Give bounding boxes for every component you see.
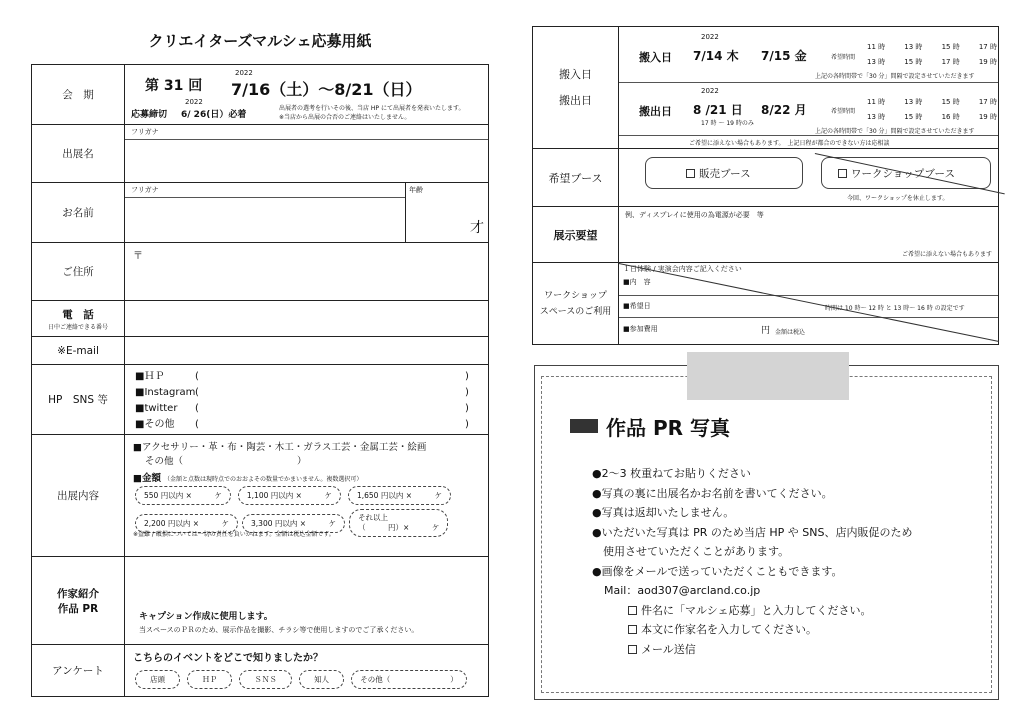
exhibitor-furigana: フリガナ [131, 128, 159, 136]
intro-label-2: 作品 PR [57, 602, 99, 615]
display-label: 展示要望 [533, 207, 619, 263]
pr-item: ●画像をメールで送っていただくこともできます。 [592, 564, 843, 578]
phone-label: 電 話 [62, 308, 94, 321]
round-number: 第 31 回 [145, 78, 203, 94]
out-date-2[interactable]: 8/22 月 [761, 103, 807, 117]
price-label: ■金額 [133, 473, 161, 484]
price-note: （金額と点数は現時点でのおおよその数量でかまいません。複数選択可） [164, 476, 363, 483]
workshop-fee[interactable]: ■参加費用 [623, 325, 658, 333]
phone-sub: 日中ご連絡できる番号 [47, 323, 108, 331]
paren-open: ( [195, 371, 199, 382]
phone-field[interactable] [125, 301, 489, 337]
period-cell [125, 65, 489, 125]
content-label: 出展内容 [32, 435, 125, 557]
out-date-1[interactable]: 8 /21 日 [693, 103, 743, 117]
period-note-2: ※当店から出展の合否のご連絡はいたしません。 [279, 114, 411, 121]
in-date-1[interactable]: 7/14 木 [693, 49, 739, 63]
photo-tab [687, 352, 849, 400]
schedule-label-cell [533, 27, 619, 149]
booth-workshop-label: ワークショップブース [851, 168, 955, 180]
intro-label-1: 作家紹介 [57, 587, 99, 600]
sns-hp[interactable]: ■ＨＰ [135, 371, 165, 382]
period-label: 会 期 [32, 65, 125, 125]
intro-label-cell [32, 557, 125, 645]
display-note: ご希望に添えない場合もあります [901, 251, 992, 258]
survey-label: アンケート [32, 645, 125, 697]
schedule-form [532, 26, 999, 345]
schedule-cell [619, 27, 999, 149]
step-checkbox [628, 625, 637, 634]
workshop-label-2: スペースのご利用 [539, 306, 612, 317]
over-label: それ以上 [358, 513, 389, 522]
booth-cell [619, 149, 999, 207]
intro-field[interactable] [125, 557, 489, 645]
step-checkbox [628, 645, 637, 654]
address-field[interactable] [125, 243, 489, 301]
survey-option[interactable]: その他（ ） [351, 670, 467, 689]
price-option[interactable]: 1,100 円以内 × ケ [238, 486, 341, 505]
name-furigana: フリガナ [131, 186, 159, 194]
out-year: 2022 [701, 87, 719, 95]
age-unit: 才 [470, 220, 484, 236]
display-example: 例、ディスプレイに使用の為電源が必要 等 [625, 211, 764, 219]
name-label: お名前 [32, 183, 125, 243]
booth-note: 今回、ワークショップを休止します。 [847, 195, 949, 202]
sns-other[interactable]: ■その他 [135, 419, 175, 430]
phone-label-cell [32, 301, 125, 337]
survey-option[interactable]: 知人 [299, 670, 344, 689]
step-checkbox [628, 606, 637, 615]
in-interval-note: 上記の各時間帯で「30 分」間隔で設定させていただきます [815, 73, 975, 80]
in-times-top: 11 時 13 時 15 時 17 時 [867, 43, 997, 51]
price-option[interactable]: 3,300 円以内 × ケ [242, 514, 345, 533]
out-times-bottom: 13 時 15 時 16 時 19 時 [867, 113, 997, 121]
age-label: 年齢 [409, 186, 423, 194]
paren-open: ( [195, 419, 199, 430]
exhibitor-name-label: 出展名 [32, 125, 125, 183]
paren-close: ) [465, 371, 469, 382]
paren-open: ( [195, 403, 199, 414]
schedule-bottom-note: ご希望に添えない場合もあります。 上記日程が都合のできない方は応相談 [689, 140, 890, 147]
out-time: 17 時 ～ 19 時のみ [701, 120, 754, 127]
content-footnote: ※盗難 / 破損については一切の責任を負いかねます。金額は税込金額です。 [133, 531, 335, 538]
out-times-top: 11 時 13 時 15 時 17 時 [867, 98, 997, 106]
survey-cell [125, 645, 489, 697]
content-cell [125, 435, 489, 557]
pr-instructions [592, 464, 912, 659]
pr-item: ●いただいた写真は PR のため当店 HP や SNS、店内販促のため [592, 525, 913, 539]
deadline-year: 2022 [185, 98, 203, 106]
booth-workshop-checkbox[interactable] [838, 169, 847, 178]
sns-label: HP SNS 等 [32, 365, 125, 435]
schedule-label-2: 搬出日 [559, 93, 592, 107]
period-year: 2022 [235, 69, 253, 77]
paren-close: ) [465, 387, 469, 398]
deadline-date: 6/ 26(日）必着 [181, 110, 247, 120]
survey-option[interactable]: ＳＮＳ [239, 670, 292, 689]
booth-label: 希望ブース [533, 149, 619, 207]
out-interval-note: 上記の各時間帯で「30 分」間隔で設定させていただきます [815, 128, 975, 135]
email-field[interactable] [125, 337, 489, 365]
workshop-date[interactable]: ■希望日 [623, 302, 651, 310]
square-icon [570, 419, 598, 433]
sns-twitter[interactable]: ■twitter [135, 403, 178, 414]
pr-item: ●写真は返却いたしません。 [592, 506, 735, 519]
pr-item: 使用させていただくことがあります。 [592, 545, 790, 558]
booth-sales-label: 販売ブース [699, 168, 751, 180]
in-year: 2022 [701, 33, 719, 41]
paren-close: ) [465, 419, 469, 430]
pr-step: 件名に「マルシェ応募」と入力してください。 [641, 603, 872, 617]
in-label: 搬入日 [639, 51, 672, 64]
address-label: ご住所 [32, 243, 125, 301]
workshop-label-cell [533, 263, 619, 345]
caption-text: キャプション作成に使用します。 [139, 612, 273, 622]
content-categories[interactable]: ■アクセサリー・革・布・陶芸・木工・ガラス工芸・金属工芸・絵画 [133, 442, 427, 453]
caption-note: 当スペースのＰＲのため、展示作品を撮影、チラシ等で使用しますのでご了承ください。 [139, 626, 419, 634]
survey-option[interactable]: 店頭 [135, 670, 180, 689]
in-date-2[interactable]: 7/15 金 [761, 49, 807, 63]
sns-cell [125, 365, 489, 435]
workshop-label-1: ワークショップ [544, 290, 607, 301]
price-option[interactable]: 2,200 円以内 × ケ [135, 514, 238, 533]
in-time-label: 希望時間 [831, 54, 856, 61]
workshop-cell [619, 263, 999, 345]
paren-open: ( [195, 387, 199, 398]
workshop-yen-note: 金額は税込 [775, 329, 806, 336]
workshop-date-note: 時間は 10 時～ 12 時 と 13 時～ 16 時 の設定です [825, 305, 965, 312]
price-option[interactable]: 550 円以内 × ケ [135, 486, 231, 505]
workshop-yen: 円 [761, 326, 771, 336]
over-detail: （ 円）× ケ [358, 523, 440, 532]
pr-step: 本文に作家名を入力してください。 [641, 623, 817, 636]
survey-question: こちらのイベントをどこで知りましたか？ [133, 653, 323, 664]
in-times-bottom: 13 時 15 時 17 時 19 時 [867, 58, 997, 66]
application-form [31, 64, 489, 697]
period-note-1: 出展者の選考を行いその後、当店 HP にて出展者を発表いたします。 [279, 105, 465, 112]
out-time-label: 希望時間 [831, 108, 856, 115]
name-field[interactable] [125, 183, 489, 243]
workshop-content[interactable]: ■内 容 [623, 278, 651, 286]
pr-item: ●2～3 枚重ねてお貼りください [592, 467, 751, 480]
price-option[interactable]: 1,650 円以内 × ケ [348, 486, 451, 505]
pr-item: ●写真の裏に出展名かお名前を書いてください。 [592, 486, 833, 500]
display-field[interactable] [619, 207, 999, 263]
content-other[interactable]: その他（ ） [145, 456, 307, 467]
form-title: クリエイターズマルシェ応募用紙 [148, 32, 372, 50]
schedule-label-1: 搬入日 [559, 67, 592, 81]
survey-option[interactable]: ＨＰ [187, 670, 232, 689]
email-label: ※E-mail [32, 337, 125, 365]
exhibitor-name-field[interactable] [125, 125, 489, 183]
postal-mark: 〒 [133, 251, 143, 262]
sns-instagram[interactable]: ■Instagram [135, 387, 196, 398]
booth-sales-checkbox[interactable] [686, 169, 695, 178]
pr-step: メール送信 [641, 642, 696, 656]
booth-sales[interactable] [645, 157, 803, 189]
period-dates: 7/16（土）～8/21（日） [231, 80, 422, 99]
out-label: 搬出日 [639, 105, 672, 118]
paren-close: ) [465, 403, 469, 414]
pr-mail[interactable]: Mail：aod307@arcland.co.jp [604, 584, 761, 597]
pr-title: 作品 PR 写真 [570, 412, 730, 441]
price-option-over[interactable] [349, 509, 448, 537]
workshop-row-1: １日体験 / 実演会内容ご記入ください [623, 265, 742, 273]
deadline-label: 応募締切 [131, 110, 168, 120]
